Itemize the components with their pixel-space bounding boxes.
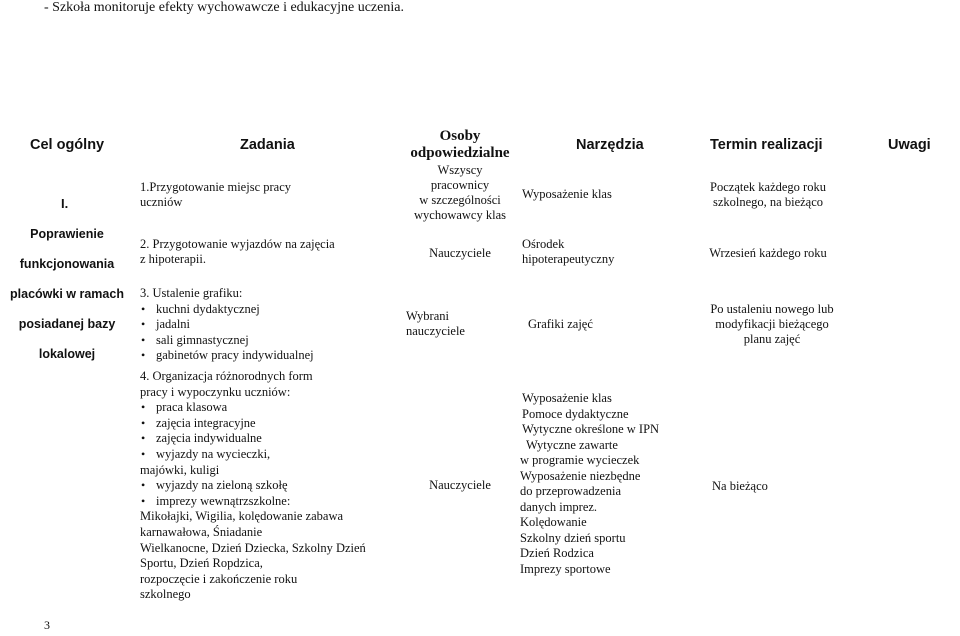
zadanie-line: 1.Przygotowanie miejsc pracy xyxy=(140,180,291,194)
row2-termin: Wrzesień każdego roku xyxy=(709,246,827,260)
cel-line: posiadanej bazy xyxy=(18,317,116,331)
narzedzia-line: Wyposażenie niezbędne xyxy=(520,468,641,483)
row4-narzedzia xyxy=(516,391,680,577)
narzedzia-line: w programie wycieczek xyxy=(520,453,640,467)
narzedzia-line: Imprezy sportowe xyxy=(520,561,611,576)
zadanie-title: 4. Organizacja różnorodnych form xyxy=(140,369,313,383)
termin-line: Po ustaleniu nowego lub xyxy=(710,302,834,316)
row1-termin xyxy=(688,180,848,210)
row2-osoby: Nauczyciele xyxy=(429,246,491,260)
zadanie-title: 3. Ustalenie grafiku: xyxy=(140,286,243,300)
cel-line: placówki w ramach xyxy=(10,287,124,301)
termin-line: szkolnego, na bieżąco xyxy=(712,195,824,209)
narzedzia-line: Kolędowanie xyxy=(520,515,587,529)
zadanie-bullet: • gabinetów pracy indywidualnej xyxy=(140,348,314,364)
row1-narzedzia: Wyposażenie klas xyxy=(522,187,612,201)
row3-termin xyxy=(692,302,852,347)
header-osoby-line1: Osoby xyxy=(439,128,481,144)
narzedzia-line: Wytyczne określone w IPN xyxy=(522,422,660,436)
osoby-line: pracownicy xyxy=(430,178,490,192)
header-zadania: Zadania xyxy=(240,137,295,153)
narzedzia-line: do przeprowadzenia xyxy=(520,484,621,498)
narzedzia-line: danych imprez. xyxy=(520,499,598,514)
cel-number: I. xyxy=(61,196,69,211)
narzedzia-line: Dzień Rodzica xyxy=(520,546,594,560)
header-narzedzia: Narzędzia xyxy=(576,137,644,153)
zadanie-bullet: • kuchni dydaktycznej xyxy=(140,302,314,318)
termin-line: Początek każdego roku xyxy=(710,180,826,194)
cel-text xyxy=(0,226,134,362)
zadanie-bullet-list xyxy=(140,478,366,509)
row4-osoby: Nauczyciele xyxy=(429,478,491,492)
zadanie-bullet-list xyxy=(140,400,366,462)
cel-line: lokalowej xyxy=(38,347,96,361)
zadanie-line: 2. Przygotowanie wyjazdów na zajęcia xyxy=(140,237,335,251)
zadanie-bullet: • praca klasowa xyxy=(140,400,366,416)
zadanie-title: pracy i wypoczynku uczniów: xyxy=(140,384,291,399)
cel-line: Poprawienie xyxy=(30,227,104,241)
zadanie-line: z hipoterapii. xyxy=(140,252,206,266)
header-cel: Cel ogólny xyxy=(30,137,105,153)
narzedzia-line: Ośrodek xyxy=(522,237,565,251)
osoby-line: Wszyscy xyxy=(437,163,483,177)
header-uwagi: Uwagi xyxy=(888,137,931,153)
termin-line: modyfikacji bieżącego xyxy=(715,317,829,331)
osoby-line: wychowawcy klas xyxy=(414,208,506,222)
narzedzia-line: hipoterapeutyczny xyxy=(522,252,615,266)
zadanie-bullet: • wyjazdy na zieloną szkołę xyxy=(140,478,366,494)
zadanie-line: Mikołajki, Wigilia, kolędowanie zabawa xyxy=(140,509,344,524)
header-termin: Termin realizacji xyxy=(710,137,823,153)
zadanie-bullet: • jadalni xyxy=(140,317,314,333)
zadanie-line: Wielkanocne, Dzień Dziecka, Szkolny Dzień xyxy=(140,540,366,555)
row4-termin: Na bieżąco xyxy=(712,479,768,493)
narzedzia-line: Szkolny dzień sportu xyxy=(520,530,626,545)
zadanie-line: szkolnego xyxy=(140,587,191,602)
row4-zadanie xyxy=(140,369,366,603)
header-osoby-line2: odpowiedzialne xyxy=(410,145,510,161)
row1-zadanie xyxy=(140,180,291,210)
zadanie-line: rozpoczęcie i zakończenie roku xyxy=(140,571,298,586)
narzedzia-line: Pomoce dydaktyczne xyxy=(522,406,629,421)
zadanie-bullet-list xyxy=(140,302,314,364)
zadanie-line: Sportu, Dzień Ropdzica, xyxy=(140,556,263,571)
osoby-line: w szczególności xyxy=(419,193,501,207)
cel-line: funkcjonowania xyxy=(19,257,115,271)
zadanie-bullet: • zajęcia indywidualne xyxy=(140,431,366,447)
zadanie-bullet: • wyjazdy na wycieczki, xyxy=(140,447,366,463)
osoby-line: Wybrani xyxy=(406,309,449,323)
zadanie-line: uczniów xyxy=(140,195,183,209)
zadanie-line: majówki, kuligi xyxy=(140,462,220,477)
osoby-line: nauczyciele xyxy=(406,324,465,338)
narzedzia-line: Wytyczne zawarte xyxy=(526,437,618,452)
intro-line: - Szkoła monitoruje efekty wychowawcze i edukacyjne uczenia. xyxy=(44,0,404,15)
termin-line: planu zajęć xyxy=(743,332,801,346)
row2-narzedzia xyxy=(522,237,614,267)
row3-narzedzia: Grafiki zajęć xyxy=(528,317,593,331)
row1-osoby xyxy=(400,163,520,223)
row3-osoby xyxy=(400,309,478,339)
zadanie-line: karnawałowa, Śniadanie xyxy=(140,524,263,539)
page-number: 3 xyxy=(44,618,50,632)
zadanie-bullet: • zajęcia integracyjne xyxy=(140,416,366,432)
row2-zadanie xyxy=(140,237,335,267)
zadanie-bullet: • sali gimnastycznej xyxy=(140,333,314,349)
zadanie-bullet: • imprezy wewnątrzszkolne: xyxy=(140,494,366,510)
row3-zadanie xyxy=(140,286,314,364)
header-osoby xyxy=(408,128,512,162)
narzedzia-line: Wyposażenie klas xyxy=(522,391,612,405)
